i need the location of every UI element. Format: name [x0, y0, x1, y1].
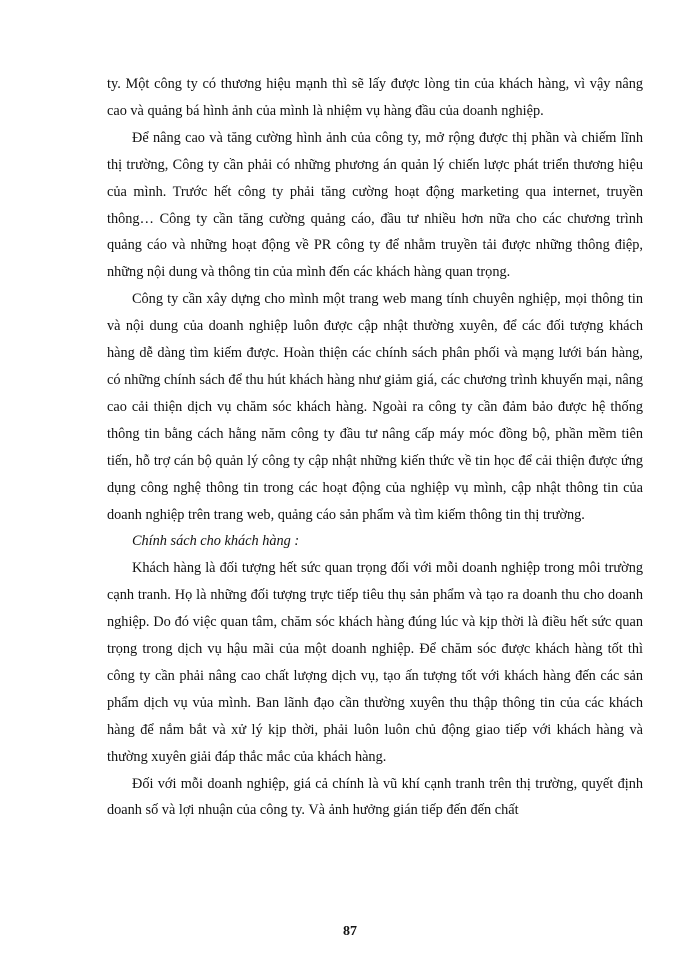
- paragraph-customers: Khách hàng là đối tượng hết sức quan trọng đối với mỗi doanh nghiệp trong môi trường cạnh tranh. Họ là những đối tượng trực tiếp tiêu thụ sản phẩm và tạo ra doanh thu cho doanh nghiệp. Do đó việc quan tâm, chăm sóc khách hàng đúng lúc và kịp thời là điều hết sức quan trọng trong dịch vụ hậu mãi của một doanh nghiệp. Để chăm sóc được khách hàng tốt thì công ty cần phải nâng cao chất lượng dịch vụ, tạo ấn tượng tốt với khách hàng đến các sản phẩm dịch vụ vủa mình. Ban lãnh đạo cần thường xuyên thu thập thông tin của các khách hàng để nắm bắt và xử lý kịp thời, phải luôn luôn chủ động giao tiếp với khách hàng và thường xuyên giải đáp thắc mắc của khách hàng.: [107, 560, 643, 765]
- paragraph-website: Công ty cần xây dựng cho mình một trang web mang tính chuyên nghiệp, mọi thông tin và nội dung của doanh nghiệp luôn được cập nhật thường xuyên, để các đối tượng khách hàng dễ dàng tìm kiếm được. Hoàn thiện các chính sách phân phối và mạng lưới bán hàng, có những chính sách để thu hút khách hàng như giảm giá, các chương trình khuyến mại, nâng cao cải thiện dịch vụ chăm sóc khách hàng. Ngoài ra công ty cần đảm bảo được hệ thống thông tin bằng cách hằng năm công ty đầu tư nâng cấp máy móc đồng bộ, phần mềm tiên tiến, hỗ trợ cán bộ quản lý công ty cập nhật những kiến thức về tin học để cải thiện được ứng dụng công nghệ thông tin trong các hoạt động của nghiệp vụ mình, cập nhật thông tin của doanh nghiệp trên trang web, quảng cáo sản phẩm và tìm kiếm thông tin thị trường.: [107, 291, 643, 523]
- paragraph-brand-strategy: Để nâng cao và tăng cường hình ảnh của công ty, mở rộng được thị phần và chiếm lĩnh thị trường, Công ty cần phải có những phương án quản lý chiến lược phát triển thương hiệu của mình. Trước hết công ty phải tăng cường hoạt động marketing qua internet, truyền thông… Công ty cần tăng cường quảng cáo, đầu tư nhiều hơn nữa cho các chương trình quảng cáo và những hoạt động về PR công ty để nhằm truyền tải được những thông điệp, những nội dung và thông tin của mình đến các khách hàng quan trọng.: [107, 129, 643, 281]
- paragraph-pricing: Đối với mỗi doanh nghiệp, giá cả chính là vũ khí cạnh tranh trên thị trường, quyết định doanh số và lợi nhuận của công ty. Và ảnh hưởng gián tiếp đến đến chất: [107, 775, 643, 819]
- section-heading-customer-policy: Chính sách cho khách hàng :: [132, 533, 300, 550]
- page-body: [107, 71, 643, 824]
- page-number: 87: [343, 924, 357, 939]
- paragraph-continuation: ty. Một công ty có thương hiệu mạnh thì sẽ lấy được lòng tin của khách hàng, vì vậy nâng cao và quảng bá hình ảnh của mình là nhiệm vụ hàng đầu của doanh nghiệp.: [107, 76, 643, 119]
